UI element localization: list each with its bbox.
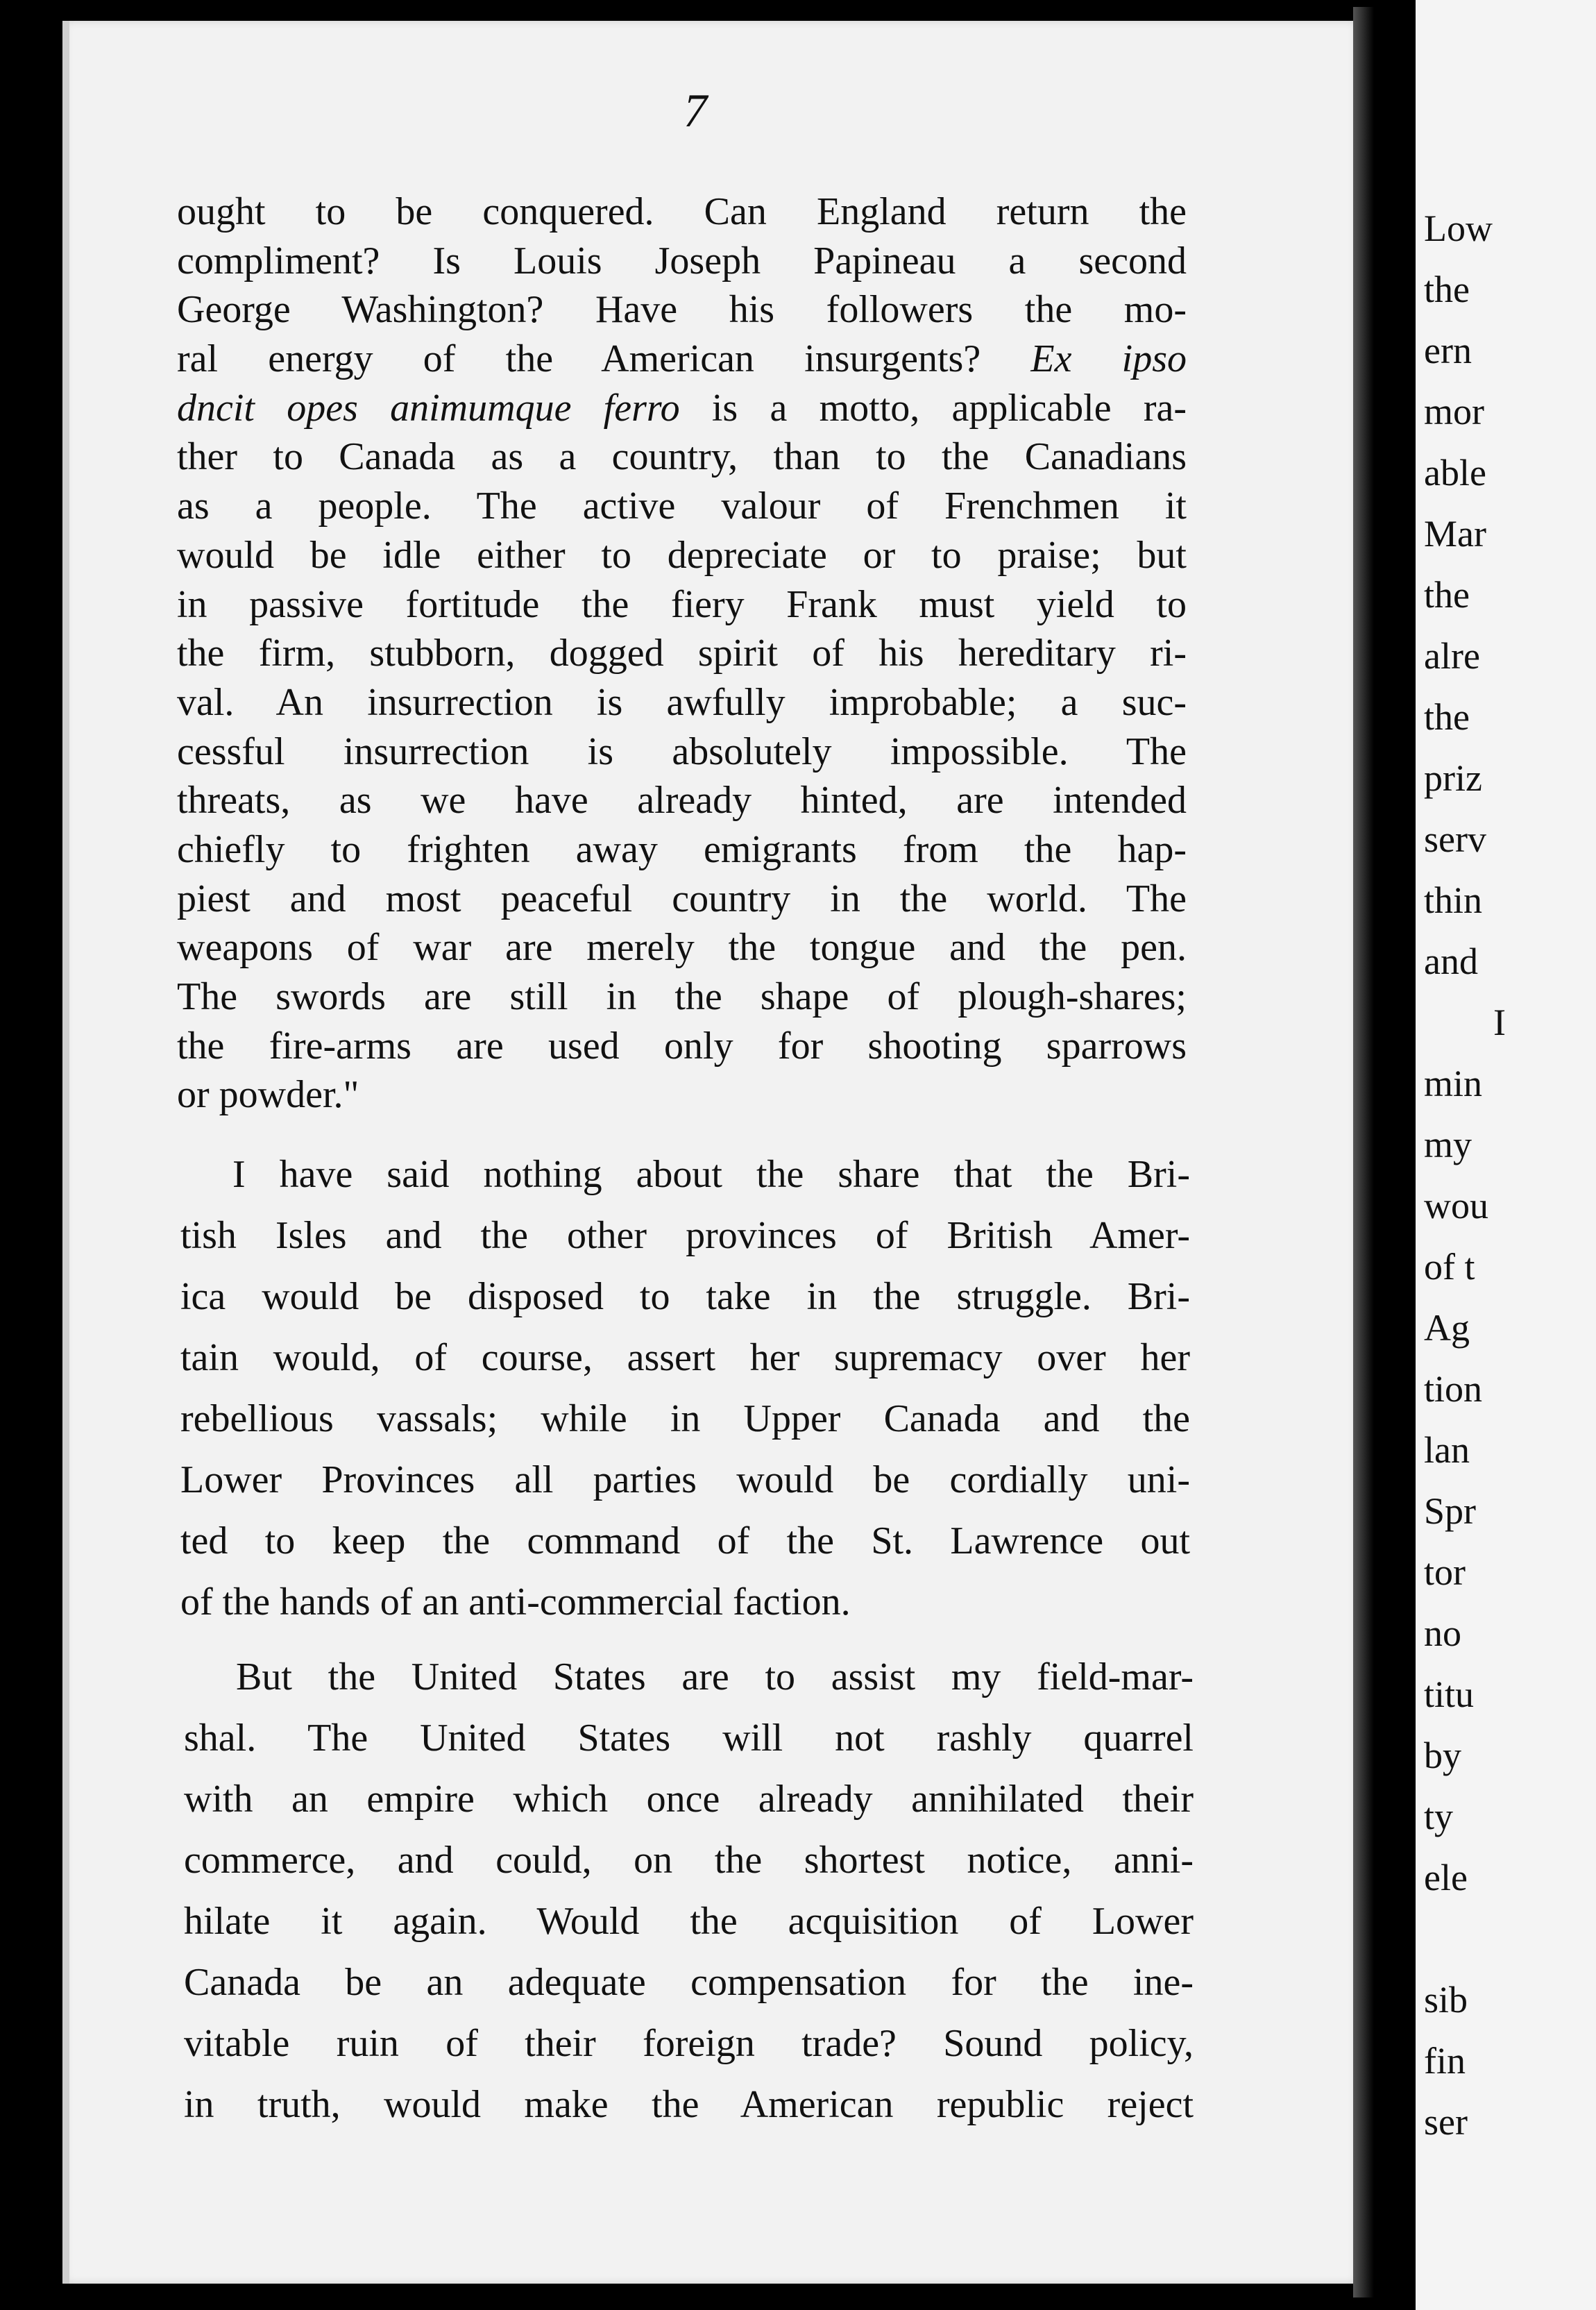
text-line: George Washington? Have his followers the mo- — [177, 288, 1187, 332]
text-line: ought to be conquered. Can England return the — [177, 190, 1187, 233]
text-line: weapons of war are merely the tongue and the pen. — [177, 926, 1187, 970]
page-number: 7 — [684, 84, 707, 137]
text-line: Lower Provinces all parties would be cordially uni- — [180, 1458, 1190, 1501]
text-line: the firm, stubborn, dogged spirit of his hereditary ri- — [177, 632, 1187, 675]
right-page-fragments — [1424, 198, 1590, 2152]
fragment: the — [1424, 574, 1470, 616]
text-line: ral energy of the American insurgents? Ex ipso — [177, 337, 1187, 381]
text-line: tain would, of course, assert her supremacy over her — [180, 1336, 1190, 1379]
fragment: Low — [1424, 208, 1493, 249]
fragment: serv — [1424, 818, 1486, 860]
fragment: tion — [1424, 1368, 1483, 1410]
text-line: chiefly to frighten away emigrants from the hap- — [177, 827, 1187, 871]
fragment: fin — [1424, 2040, 1466, 2082]
fragment: no — [1424, 1612, 1461, 1654]
fragment: mor — [1424, 391, 1484, 432]
fragment: alre — [1424, 635, 1480, 677]
paragraph-2 — [180, 1144, 1190, 1633]
text-line: The swords are still in the shape of plough-shares; — [177, 975, 1187, 1018]
fragment: ele — [1424, 1857, 1468, 1898]
text-line: hilate it again. Would the acquisition of Lower — [184, 1900, 1194, 1943]
text-line: ica would be disposed to take in the struggle. Bri- — [180, 1275, 1190, 1318]
text-line: or powder." — [177, 1073, 359, 1117]
fragment: wou — [1424, 1185, 1488, 1226]
text-line: I have said nothing about the share that the Bri- — [232, 1153, 1190, 1196]
fragment: the — [1424, 696, 1470, 738]
text-line: with an empire which once already annihilated their — [184, 1778, 1194, 1821]
fragment: the — [1424, 269, 1470, 310]
text-line: commerce, and could, on the shortest notice, anni- — [184, 1839, 1194, 1882]
fragment: I — [1493, 1002, 1506, 1043]
fragment: Spr — [1424, 1490, 1477, 1532]
fragment: min — [1424, 1063, 1483, 1104]
text-line: of the hands of an anti-commercial faction. — [180, 1580, 851, 1624]
fragment: and — [1424, 941, 1478, 982]
text-line: rebellious vassals; while in Upper Canada and the — [180, 1397, 1190, 1440]
text-line: shal. The United States will not rashly quarrel — [184, 1717, 1194, 1760]
fragment: ty — [1424, 1796, 1454, 1837]
fragment: by — [1424, 1735, 1461, 1776]
text-line: cessful insurrection is absolutely impossible. The — [177, 730, 1187, 773]
fragment: my — [1424, 1124, 1472, 1165]
paragraph-3 — [184, 1646, 1194, 2135]
text-line: But the United States are to assist my field-mar- — [236, 1655, 1194, 1698]
fragment: lan — [1424, 1429, 1470, 1471]
text-line: ted to keep the command of the St. Lawrence out — [180, 1519, 1190, 1562]
text-line: ther to Canada as a country, than to the Canadians — [177, 435, 1187, 479]
fragment: of t — [1424, 1246, 1475, 1288]
fragment: able — [1424, 452, 1486, 494]
paragraph-1 — [177, 187, 1187, 1120]
text-line: compliment? Is Louis Joseph Papineau a second — [177, 239, 1187, 283]
text-line: piest and most peaceful country in the world. The — [177, 877, 1187, 920]
fragment: Ag — [1424, 1307, 1470, 1349]
fragment: priz — [1424, 757, 1482, 799]
fragment: sib — [1424, 1979, 1468, 2021]
text-line: threats, as we have already hinted, are intended — [177, 779, 1187, 823]
text-line: as a people. The active valour of Frenchmen it — [177, 484, 1187, 528]
text-line: val. An insurrection is awfully improbable; a suc- — [177, 680, 1187, 724]
fragment: thin — [1424, 879, 1483, 921]
text-line: the fire-arms are used only for shooting sparrows — [177, 1024, 1187, 1068]
fragment: titu — [1424, 1674, 1475, 1715]
fragment: tor — [1424, 1551, 1466, 1593]
text-line: dncit opes animumque ferro is a motto, applicable ra- — [177, 386, 1187, 430]
text-line: vitable ruin of their foreign trade? Sound policy, — [184, 2022, 1194, 2065]
fragment: ern — [1424, 330, 1472, 371]
text-line: tish Isles and the other provinces of British Amer- — [180, 1214, 1190, 1257]
text-line: in truth, would make the American republic reject — [184, 2083, 1194, 2126]
fragment: Mar — [1424, 513, 1486, 555]
text-line: Canada be an adequate compensation for the ine- — [184, 1961, 1194, 2004]
book-gutter — [1353, 7, 1374, 2298]
text-line: would be idle either to depreciate or to praise; but — [177, 533, 1187, 577]
text-line: in passive fortitude the fiery Frank must yield to — [177, 582, 1187, 626]
fragment: ser — [1424, 2101, 1468, 2143]
